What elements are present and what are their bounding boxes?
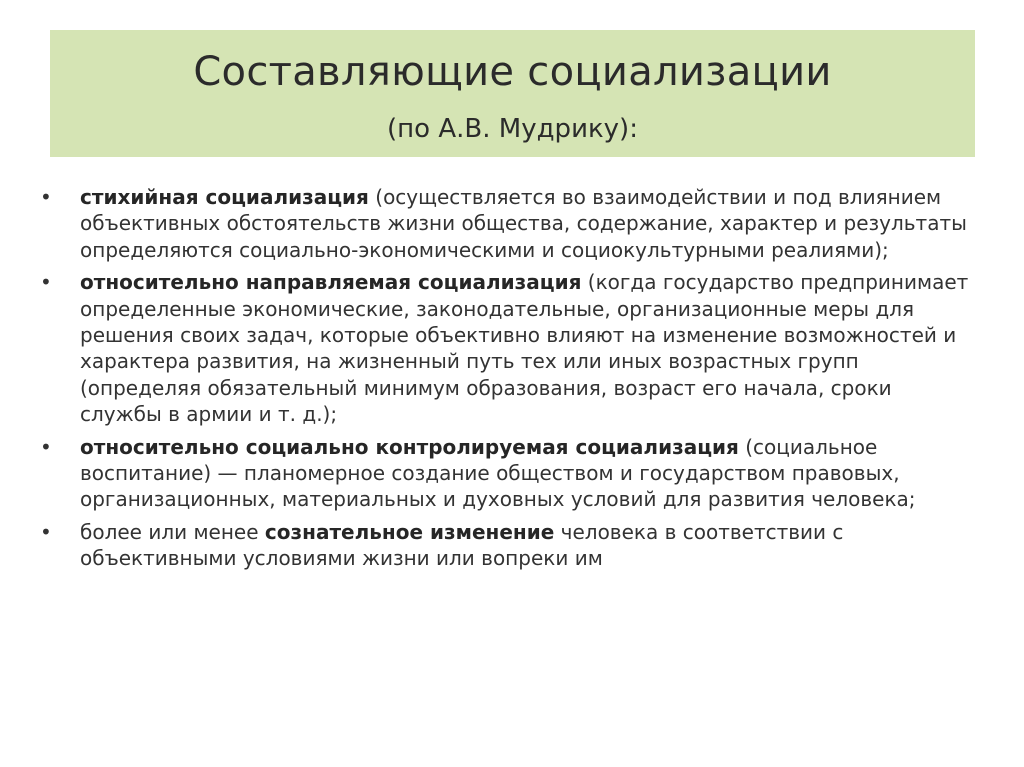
bullet-description: человека в соответствии с объективными условиями жизни или вопреки им bbox=[80, 519, 844, 571]
bullet-dot-icon: • bbox=[40, 270, 52, 295]
bullet-list bbox=[38, 184, 978, 578]
bullet-term: стихийная социализация bbox=[80, 185, 369, 209]
bullet-description: (социальное воспитание) — планомерное создание обществом и государством правовых, организационных, материальных и духовных условий для развития человека; bbox=[80, 434, 916, 512]
bullet-item-conscious bbox=[38, 519, 978, 572]
bullet-description: (осуществляется во взаимодействии и под влиянием объективных обстоятельств жизни общества, содержание, характер и результаты определяются социально-экономическими и социокультурными реалиями); bbox=[80, 185, 967, 262]
slide-subtitle: (по А.В. Мудрику): bbox=[387, 114, 638, 144]
slide-title: Составляющие социализации bbox=[193, 49, 832, 95]
bullet-description: (когда государство предпринимает определенные экономические, законодательные, организационные меры для решения своих задач, которые объективно влияют на изменение возможностей и характера развития, на жизненный путь тех или иных возрастных групп (определяя обязательный минимум образования, возраст его начала, сроки службы в армии и т. д.); bbox=[80, 270, 969, 427]
bullet-item-directed bbox=[38, 269, 978, 427]
bullet-dot-icon: • bbox=[40, 434, 52, 459]
title-banner bbox=[50, 30, 975, 157]
bullet-prefix: более или менее bbox=[80, 519, 265, 544]
bullet-dot-icon: • bbox=[40, 185, 52, 209]
bullet-term: сознательное изменение bbox=[264, 519, 555, 544]
bullet-term: относительно направляемая социализация bbox=[80, 270, 582, 295]
bullet-item-controlled bbox=[38, 434, 978, 513]
bullet-item-spontaneous bbox=[38, 184, 978, 263]
bullet-term: относительно социально контролируемая социализация bbox=[80, 434, 739, 459]
bullet-dot-icon: • bbox=[40, 519, 52, 544]
